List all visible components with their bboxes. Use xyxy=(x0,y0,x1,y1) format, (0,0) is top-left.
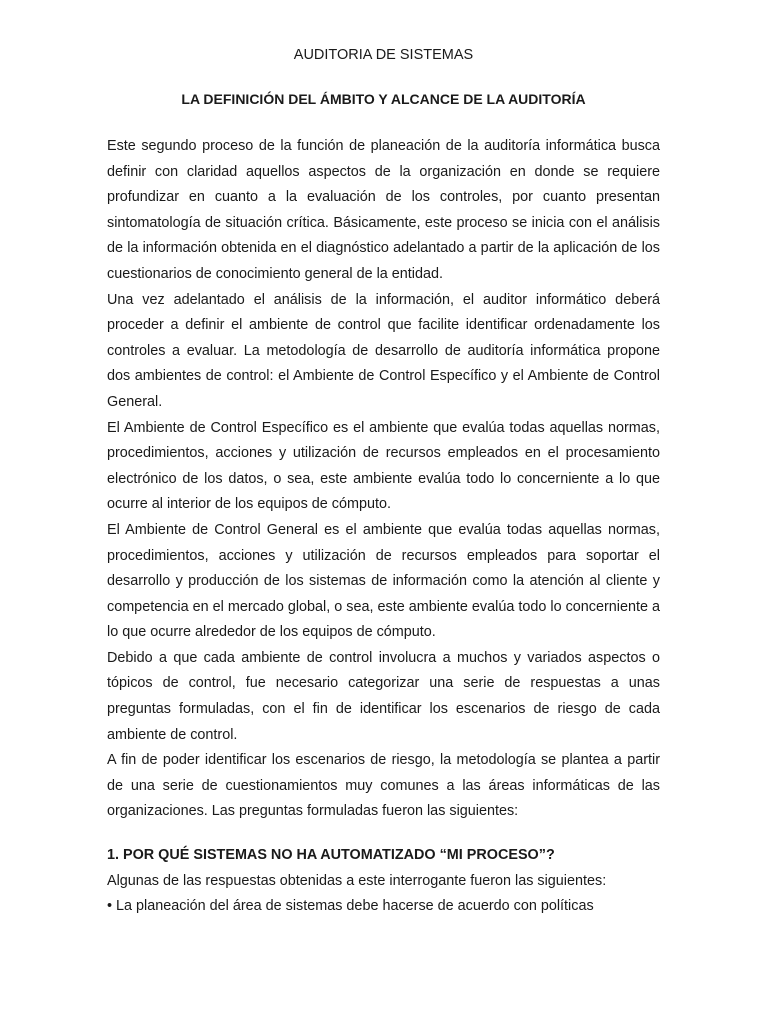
paragraph: El Ambiente de Control Específico es el ambiente que evalúa todas aquellas normas, procedimientos, acciones y utilización de recursos empleados en el procesamiento electrónico de los datos, o sea, este ambiente evalúa todo lo concerniente a lo que ocurre al interior de los equipos de cómputo. xyxy=(107,419,660,513)
section-heading: 1. POR QUÉ SISTEMAS NO HA AUTOMATIZADO “MI PROCESO”? xyxy=(107,847,555,864)
paragraph: A fin de poder identificar los escenarios de riesgo, la metodología se plantea a partir de una serie de cuestionamientos muy comunes a las áreas informáticas de las organizaciones. Las preguntas formuladas fueron las siguientes: xyxy=(107,752,660,820)
list-item: • La planeación del área de sistemas debe hacerse de acuerdo con políticas xyxy=(107,898,594,915)
paragraph: El Ambiente de Control General es el ambiente que evalúa todas aquellas normas, procedimientos, acciones y utilización de recursos empleados para soportar el desarrollo y producción de los sistemas de información como la atención al cliente y competencia en el mercado global, o sea, este ambiente evalúa todo lo concerniente a lo que ocurre alrededor de los equipos de cómputo. xyxy=(107,521,660,641)
document-title: AUDITORIA DE SISTEMAS xyxy=(293,47,474,63)
document-subtitle: LA DEFINICIÓN DEL ÁMBITO Y ALCANCE DE LA AUDITORÍA xyxy=(181,91,586,107)
paragraph: Este segundo proceso de la función de planeación de la auditoría informática busca definir con claridad aquellos aspectos de la organización en donde se requiere profundizar en cuanto a la evaluación de los controles, por cuanto presentan sintomatología de situación crítica. Básicamente, este proceso se inicia con el análisis de la información obtenida en el diagnóstico adelantado a partir de la aplicación de los cuestionarios de conocimiento general de la entidad. xyxy=(107,138,660,282)
section-intro: Algunas de las respuestas obtenidas a este interrogante fueron las siguientes: xyxy=(107,872,607,889)
paragraph: Debido a que cada ambiente de control involucra a muchos y variados aspectos o tópicos de control, fue necesario categorizar una serie de respuestas a unas preguntas formuladas, con el fin de identificar los escenarios de riesgo de cada ambiente de control. xyxy=(107,649,660,743)
paragraph: Una vez adelantado el análisis de la información, el auditor informático deberá proceder a definir el ambiente de control que facilite identificar ordenadamente los controles a evaluar. La metodología de desarrollo de auditoría informática propone dos ambientes de control: el Ambiente de Control Específico y el Ambiente de Control General. xyxy=(107,291,660,410)
document-page xyxy=(107,44,660,920)
